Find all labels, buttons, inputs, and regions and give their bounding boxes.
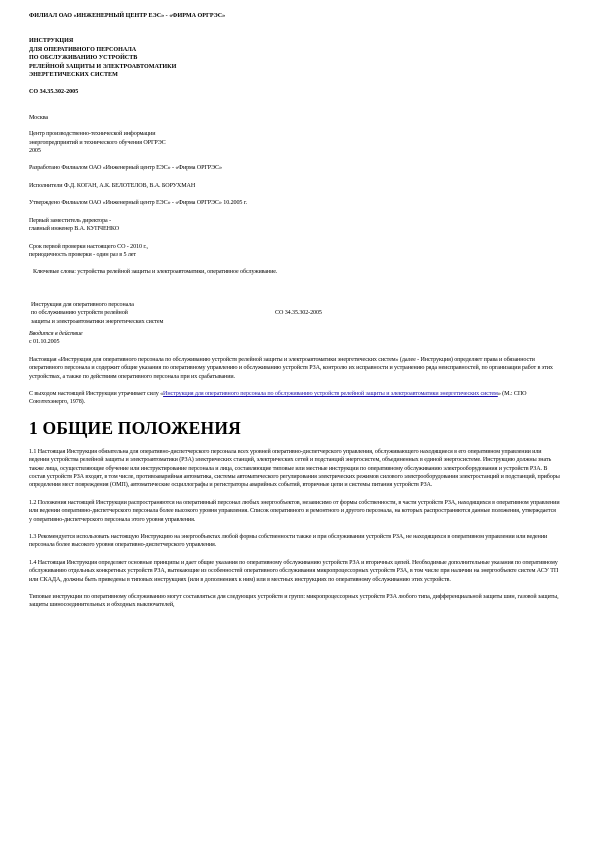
running-title-line: по обслуживанию устройств релейной xyxy=(31,310,128,317)
approved-by: Утверждено Филиалом ОАО «Инженерный центр ЕЭС» - «Фирма ОРГРЭС» 10.2005 г. xyxy=(29,200,247,207)
publisher-line: 2005 xyxy=(29,148,41,155)
deputy-line: Первый заместитель директора - xyxy=(29,217,112,224)
title-line: РЕЛЕЙНОЙ ЗАЩИТЫ И ЭЛЕКТРОАВТОМАТИКИ xyxy=(29,63,177,70)
instruction-title xyxy=(29,37,560,79)
replaced-after: » (М.: СПО Союзтехэнерго, 1978). xyxy=(29,390,527,406)
document-code: СО 34.35.302-2005 xyxy=(29,89,79,96)
review-period xyxy=(29,243,560,260)
city: Москва xyxy=(29,114,49,121)
replaced-before: С выходом настоящей Инструкции утрачивает силу « xyxy=(29,390,164,397)
running-title-left xyxy=(29,301,275,326)
paragraph-1-2: 1.2 Положения настоящей Инструкции распространяются на оперативный персонал любых энергообъектов, независимо от формы собственности, в части устройств РЗА, находящихся в оперативном управлении или ведении оперативно-диспетчерского персонала более высокого уровня управления. Список оперативного и ремонтного и другого персонала, на которых распространяются данные положения, утверждается у оперативно-диспетчерского персонала этого уровня управления. xyxy=(29,499,560,523)
running-title-line: Инструкция для оперативного персонала xyxy=(31,301,134,308)
title-line: ЭНЕРГЕТИЧЕСКИХ СИСТЕМ xyxy=(29,72,118,79)
running-title-code: СО 34.35.302-2005 xyxy=(275,310,322,317)
paragraph-1-1: 1.1 Настоящая Инструкция обязательна для оперативно-диспетчерского персонала всех уровней оперативно-диспетчерского управления, обслуживающего находящиеся в его оперативном управлении или ведении устройства релейной защиты и электроавтоматики (РЗА) электрических станций, электрических сетей и подстанций энергосистем, объединенных в единой энергосистеме. Инструкцию должны знать также лица, осуществляющие обучение или инструктирование персонала и лица, составляющие типовые или местные инструкции по оперативному обслуживанию электрооборудования и устройств РЗА. В состав устройств РЗА входят, в том числе, противоаварийная автоматика, системы автоматического регулирования электрических режимов силового электрооборудования электростанций и подстанций, приборы определения мест повреждения (ОМП), автоматические осциллографы и регистраторы аварийных событий, вторичные цепи и системы питания устройств РЗА. xyxy=(29,448,560,489)
title-line: ДЛЯ ОПЕРАТИВНОГО ПЕРСОНАЛА xyxy=(29,46,137,53)
publisher-line: энергопредприятий и технического обучения ОРГРЭС xyxy=(29,139,166,146)
paragraph-1-4: 1.4 Настоящая Инструкция определяет основные принципы и дает общие указания по оперативному обслуживанию устройств РЗА и вторичных цепей. Необходимые дополнительные указания по оперативному обслуживанию отдельных конкретных устройств РЗА, вытекающие из особенностей оперативного обслуживания микропроцессорных устройств РЗА, в том числе при наличии на энергообъекте систем АСУ ТП или СКАДА, должны быть приведены в типовых инструкциях (или в дополнениях к ним) или в местных инструкциях по оперативному обслуживанию этих устройств. xyxy=(29,559,559,583)
section-heading: 1 ОБЩИЕ ПОЛОЖЕНИЯ xyxy=(29,417,241,438)
document-page xyxy=(29,12,560,610)
paragraph-1-3: 1.3 Рекомендуется использовать настоящую Инструкцию на энергообъектах любой формы собственности также и при обслуживании устройств РЗА, не находящихся в оперативном управлении или ведении персонала более высокого уровня оперативно-диспетчерского управления. xyxy=(29,534,548,549)
review-line: Срок первой проверки настоящего СО - 2010 г., xyxy=(29,243,148,250)
replaced-document-link[interactable]: Инструкция для оперативного персонала по обслуживанию устройств релейной защиты и электроавтоматики энергетических систем xyxy=(163,390,498,397)
running-title-line: защиты и электроавтоматики энергетических систем xyxy=(31,318,164,325)
developed-by: Разработано Филиалом ОАО «Инженерный центр ЕЭС» - «Фирма ОРГРЭС» xyxy=(29,165,222,172)
replaced-document xyxy=(29,390,560,407)
title-line: ИНСТРУКЦИЯ xyxy=(29,38,74,45)
effective-date xyxy=(29,330,560,347)
publisher xyxy=(29,130,560,155)
effective-line: с 01.10.2005 xyxy=(29,339,60,346)
publisher-line: Центр производственно-технической информации xyxy=(29,131,156,138)
authors: Исполнители Ф.Д. КОГАН, А.К. БЕЛОТЕЛОВ, В.А. БОРУХМАН xyxy=(29,182,196,189)
running-title xyxy=(29,301,560,326)
title-line: ПО ОБСЛУЖИВАНИЮ УСТРОЙСТВ xyxy=(29,55,138,62)
paragraph-typical-instructions: Типовые инструкции по оперативному обслуживанию могут составляться для следующих устройств и групп: микропроцессорных устройств РЗА любого типа, дифференциальной защиты шин, газовой защиты, защиты шиносоединительных и обходных выключателей, xyxy=(29,594,559,609)
review-line: периодичность проверки - один раз в 5 лет xyxy=(29,251,136,258)
intro-paragraph: Настоящая «Инструкция для оперативного персонала по обслуживанию устройств релейной защиты и электроавтоматики энергетических систем» (далее - Инструкция) определяет права и обязанности оперативного персонала и содержит общие указания по оперативному управлению и обслуживанию устройств РЗА, контролю их исправности и устранению ряда неисправностей, по организации работ в этих устройствах, а также по действиям оперативного персонала при их срабатывании. xyxy=(29,356,553,380)
organization-header: ФИЛИАЛ ОАО «ИНЖЕНЕРНЫЙ ЦЕНТР ЕЭС» - «ФИРМА ОРГРЭС» xyxy=(29,13,226,19)
keywords: Ключевые слова: устройства релейной защиты и электроавтоматики, оперативное обслуживание. xyxy=(33,269,278,276)
deputy-line: главный инженер В.А. КУПЧЕНКО xyxy=(29,226,120,233)
deputy-director xyxy=(29,217,560,234)
effective-line: Вводится в действие xyxy=(29,330,83,337)
